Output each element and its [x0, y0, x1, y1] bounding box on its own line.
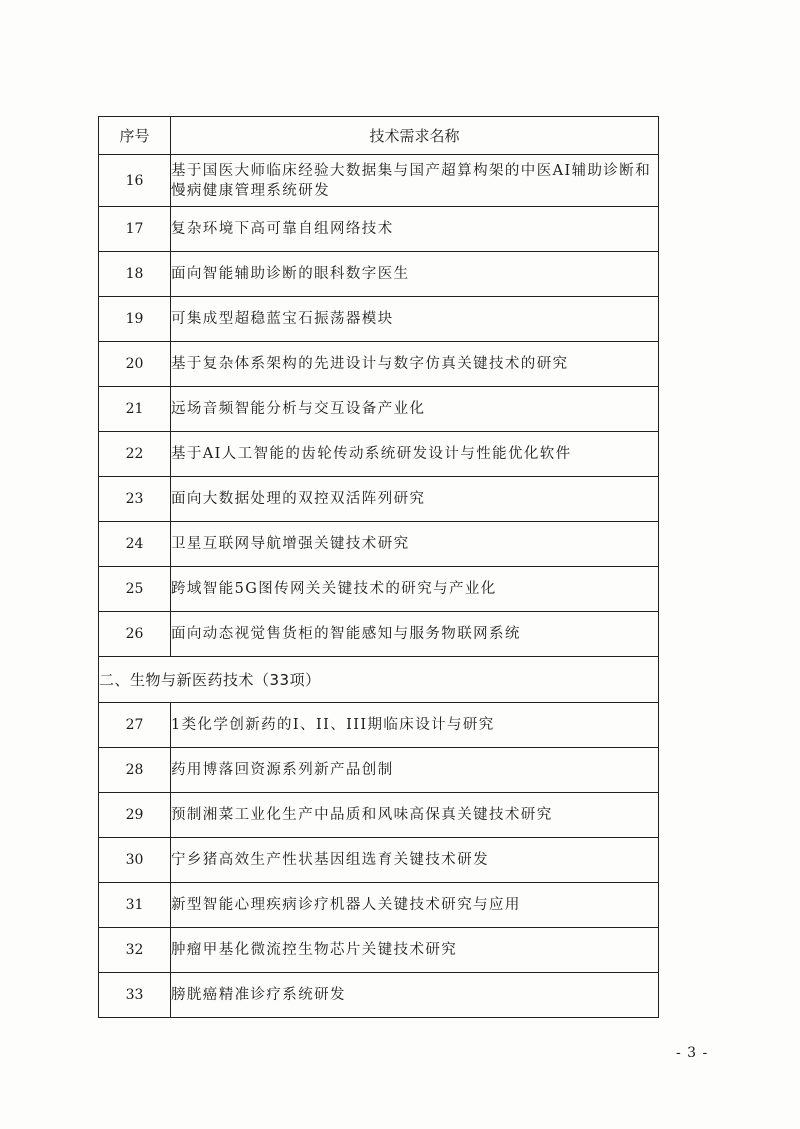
- row-requirement-name: 复杂环境下高可靠自组网络技术: [171, 207, 659, 252]
- table-row: [99, 207, 659, 252]
- row-serial-no: 27: [99, 703, 171, 748]
- row-serial-no: 32: [99, 928, 171, 973]
- table-row: [99, 155, 659, 207]
- row-requirement-name: 面向大数据处理的双控双活阵列研究: [171, 477, 659, 522]
- row-serial-no: 26: [99, 612, 171, 657]
- table-row: [99, 432, 659, 477]
- row-serial-no: 31: [99, 883, 171, 928]
- page-number: - 3 -: [676, 1045, 709, 1061]
- row-serial-no: 25: [99, 567, 171, 612]
- table-row: [99, 297, 659, 342]
- row-requirement-name: 新型智能心理疾病诊疗机器人关键技术研究与应用: [171, 883, 659, 928]
- row-serial-no: 21: [99, 387, 171, 432]
- row-serial-no: 33: [99, 973, 171, 1018]
- header-requirement-name: 技术需求名称: [171, 117, 659, 155]
- table-row: [99, 387, 659, 432]
- row-requirement-name: 远场音频智能分析与交互设备产业化: [171, 387, 659, 432]
- row-serial-no: 20: [99, 342, 171, 387]
- table-row: [99, 793, 659, 838]
- row-requirement-name: 宁乡猪高效生产性状基因组选育关键技术研发: [171, 838, 659, 883]
- table-row: [99, 342, 659, 387]
- row-requirement-name: 基于复杂体系架构的先进设计与数字仿真关键技术的研究: [171, 342, 659, 387]
- row-serial-no: 16: [99, 155, 171, 207]
- table-row: [99, 748, 659, 793]
- row-requirement-name: 跨域智能5G图传网关关键技术的研究与产业化: [171, 567, 659, 612]
- row-requirement-name: 药用博落回资源系列新产品创制: [171, 748, 659, 793]
- section-heading: 二、生物与新医药技术（33项）: [99, 657, 659, 703]
- row-serial-no: 30: [99, 838, 171, 883]
- row-requirement-name: 肿瘤甲基化微流控生物芯片关键技术研究: [171, 928, 659, 973]
- table-row: [99, 973, 659, 1018]
- table-header-row: [99, 117, 659, 155]
- table-row: [99, 883, 659, 928]
- table-row: [99, 838, 659, 883]
- row-serial-no: 24: [99, 522, 171, 567]
- table-row: [99, 928, 659, 973]
- row-requirement-name: 面向智能辅助诊断的眼科数字医生: [171, 252, 659, 297]
- row-requirement-name: 基于国医大师临床经验大数据集与国产超算构架的中医AI辅助诊断和慢病健康管理系统研发: [171, 155, 659, 207]
- row-requirement-name: 预制湘菜工业化生产中品质和风味高保真关键技术研究: [171, 793, 659, 838]
- row-requirement-name: 1类化学创新药的I、II、III期临床设计与研究: [171, 703, 659, 748]
- header-serial-no: 序号: [99, 117, 171, 155]
- row-requirement-name: 基于AI人工智能的齿轮传动系统研发设计与性能优化软件: [171, 432, 659, 477]
- row-serial-no: 22: [99, 432, 171, 477]
- tech-requirements-table: [98, 116, 659, 1018]
- row-serial-no: 19: [99, 297, 171, 342]
- table-row: [99, 612, 659, 657]
- section-heading-row: [99, 657, 659, 703]
- row-requirement-name: 面向动态视觉售货柜的智能感知与服务物联网系统: [171, 612, 659, 657]
- row-requirement-name: 卫星互联网导航增强关键技术研究: [171, 522, 659, 567]
- table-row: [99, 703, 659, 748]
- table-row: [99, 477, 659, 522]
- table-row: [99, 567, 659, 612]
- row-serial-no: 29: [99, 793, 171, 838]
- row-serial-no: 17: [99, 207, 171, 252]
- table-row: [99, 252, 659, 297]
- row-requirement-name: 可集成型超稳蓝宝石振荡器模块: [171, 297, 659, 342]
- row-requirement-name: 膀胱癌精准诊疗系统研发: [171, 973, 659, 1018]
- table-row: [99, 522, 659, 567]
- row-serial-no: 18: [99, 252, 171, 297]
- row-serial-no: 28: [99, 748, 171, 793]
- row-serial-no: 23: [99, 477, 171, 522]
